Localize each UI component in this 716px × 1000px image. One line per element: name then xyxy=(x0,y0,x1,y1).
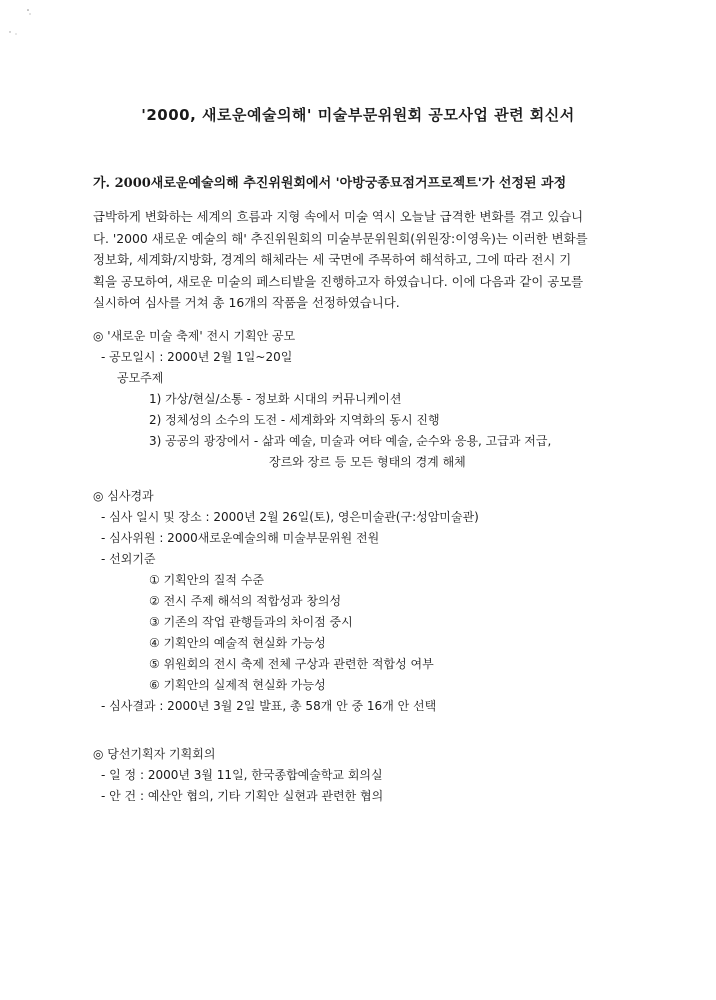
intro-line: 획을 공모하여, 새로운 미술의 페스티발을 진행하고자 하였습니다. 이에 다음과 같이 공모를 xyxy=(93,273,584,289)
review-criteria-item: ⑥ 기획안의 실제적 현실화 가능성 xyxy=(149,678,326,692)
review-criteria-label: - 선외기준 xyxy=(101,552,156,566)
proposal-theme-item-continued: 장르와 장르 등 모든 형태의 경계 해체 xyxy=(269,455,466,469)
proposal-theme-item: 2) 정체성의 소수의 도전 - 세계화와 지역화의 동시 진행 xyxy=(149,413,440,427)
intro-line: 실시하여 심사를 거쳐 총 16개의 작품을 선정하였습니다. xyxy=(93,295,400,310)
meeting-section xyxy=(93,744,383,807)
review-result: - 심사결과 : 2000년 3월 2일 발표, 총 58개 안 중 16개 안 선택 xyxy=(101,699,437,713)
review-criteria-item: ⑤ 위원회의 전시 축제 전체 구상과 관련한 적합성 여부 xyxy=(149,657,434,671)
review-members: - 심사위원 : 2000새로운예술의해 미술부문위원 전원 xyxy=(101,531,380,545)
scan-speck-mark xyxy=(6,6,36,36)
review-criteria-item: ① 기획안의 질적 수준 xyxy=(149,573,264,587)
intro-line: 정보화, 세계화/지방화, 경계의 해체라는 세 국면에 주목하여 해석하고, 그에 따라 전시 기 xyxy=(93,252,572,267)
proposal-theme-item: 3) 공공의 광장에서 - 삶과 예술, 미술과 여타 예술, 순수와 응용, 고급과 저급, xyxy=(149,434,552,448)
proposal-section xyxy=(93,326,551,473)
proposal-theme-label: 공모주제 xyxy=(117,371,164,385)
review-criteria-item: ③ 기존의 작업 관행들과의 차이점 중시 xyxy=(149,615,353,629)
proposal-period: - 공모일시 : 2000년 2월 1일~20일 xyxy=(101,350,293,364)
proposal-theme-item: 1) 가상/현실/소통 - 정보화 시대의 커뮤니케이션 xyxy=(149,392,402,406)
meeting-heading: ◎ 당선기획자 기획회의 xyxy=(93,747,216,761)
intro-paragraph xyxy=(93,206,633,314)
review-date-place: - 심사 일시 및 장소 : 2000년 2월 26일(토), 영은미술관(구:성암미술관) xyxy=(101,510,479,524)
proposal-heading: ◎ '새로운 미술 축제' 전시 기획안 공모 xyxy=(93,329,296,343)
intro-line: 다. '2000 새로운 예술의 해' 추진위원회의 미술부문위원회(위원장:이영욱)는 이러한 변화를 xyxy=(93,230,588,246)
section-heading: 가. 2000새로운예술의해 추진위원회에서 '아방궁종묘점거프로젝트'가 선정된 과정 xyxy=(93,176,567,191)
review-criteria-item: ② 전시 주제 해석의 적합성과 창의성 xyxy=(149,594,342,608)
meeting-agenda: - 안 건 : 예산안 협의, 기타 기획안 실현과 관련한 협의 xyxy=(101,789,384,803)
review-heading: ◎ 심사경과 xyxy=(93,489,154,503)
review-criteria-item: ④ 기획안의 예술적 현실화 가능성 xyxy=(149,636,326,650)
meeting-date: - 일 정 : 2000년 3월 11일, 한국종합예술학교 회의실 xyxy=(101,768,383,782)
document-title: '2000, 새로운예술의해' 미술부문위원회 공모사업 관련 회신서 xyxy=(141,106,575,124)
review-section xyxy=(93,486,479,717)
intro-line: 급박하게 변화하는 세계의 흐름과 지형 속에서 미술 역시 오늘날 급격한 변화를 겪고 있습니 xyxy=(93,209,584,224)
